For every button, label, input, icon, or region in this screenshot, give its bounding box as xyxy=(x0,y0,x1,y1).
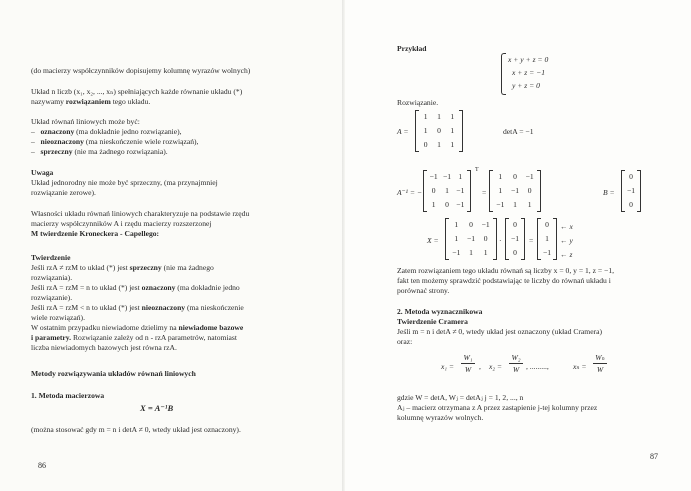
properties-line1: Własności układu równań liniowych charakteryzuje na podstawie rzędu xyxy=(31,209,250,218)
solution-def-line1: Układ n liczb (x₁, x₂, ..., xₙ) spełniających każde równanie układu (*) xyxy=(31,87,243,96)
matrix-cell: −1 xyxy=(626,186,636,195)
matrix-cell: 1 xyxy=(513,200,517,209)
matrix-cell: −1 xyxy=(442,172,452,181)
x2-fraction: W₂ W xyxy=(509,353,523,374)
x-label: X = xyxy=(427,236,439,245)
conclusion-line2: fakt ten możemy sprawdzić podstawiając te liczby do równań układu i xyxy=(397,276,611,285)
theorem-case2: Jeśli rzA = rzM = n to układ (*) jest oznaczony (ma dokładnie jedno xyxy=(31,283,240,292)
matrix-bracket-right xyxy=(459,110,463,152)
aj-line2: kolumnę wyrazów wolnych. xyxy=(397,413,484,422)
matrix-cell: 0 xyxy=(513,248,517,257)
matrix-bracket-right xyxy=(537,170,541,212)
matrix-cell: −1 xyxy=(542,248,552,257)
matrix-cell: 0 xyxy=(545,220,549,229)
x-product-dot: · xyxy=(499,236,502,245)
solution-label: Rozwiązanie. xyxy=(397,98,439,107)
arrow-x: ← x xyxy=(560,222,573,231)
matrix-cell: 1 xyxy=(498,186,503,195)
matrix-cell: 1 xyxy=(423,112,428,121)
matrix-cell: 0 xyxy=(483,234,488,243)
type-determinate: – oznaczony (ma dokładnie jedno rozwiązanie), xyxy=(31,127,182,136)
matrix-cell: 1 xyxy=(437,140,441,149)
vector-b-label: B = xyxy=(603,188,615,197)
xn-fraction: Wₙ W xyxy=(593,353,607,374)
matrix-cell: 1 xyxy=(469,248,473,257)
example-title: Przykład xyxy=(397,44,427,53)
inverse-label: A⁻¹ = − xyxy=(397,188,422,197)
transpose-mark: T xyxy=(475,167,479,173)
conclusion-line3: porównać strony. xyxy=(397,286,450,295)
xn-label: xₙ = xyxy=(573,362,587,371)
method1-note: (można stosować gdy m = n i detA ≠ 0, wtedy układ jest oznaczony). xyxy=(31,425,241,434)
x1-fraction: W₁ W xyxy=(461,353,475,374)
matrix-cell: 0 xyxy=(513,220,517,229)
theorem-case1-cont: rozwiązania). xyxy=(31,273,73,282)
x-b-vector xyxy=(505,218,525,260)
vector-b xyxy=(621,170,641,212)
x-equals: = xyxy=(529,236,534,245)
arrow-z: ← z xyxy=(560,250,573,259)
matrix-cell: 1 xyxy=(450,126,455,135)
matrix-cell: 0 xyxy=(445,200,449,209)
left-page xyxy=(0,0,345,491)
matrix-bracket-right xyxy=(493,218,497,260)
theorem-title: Twierdzenie xyxy=(31,253,71,262)
conclusion-line1: Zatem rozwiązaniem tego układu równań są liczby x = 0, y = 1, z = −1, xyxy=(397,266,615,275)
note-title: Uwaga xyxy=(31,168,54,177)
augmented-note: (do macierzy współczynników dopisujemy kolumnę wyrazów wolnych) xyxy=(31,66,251,75)
matrix-cell: 1 xyxy=(498,172,503,181)
matrix-cell: 0 xyxy=(423,140,428,149)
cofactor-matrix xyxy=(423,170,471,212)
matrix-cell: 1 xyxy=(458,172,463,181)
matrix-cell: 0 xyxy=(513,172,517,181)
right-page xyxy=(345,0,691,491)
matrix-a xyxy=(415,110,463,152)
matrix-cell: 0 xyxy=(437,126,441,135)
matrix-cell: 1 xyxy=(423,126,428,135)
cramer-title: Twierdzenie Cramera xyxy=(397,317,468,326)
note-line1: Układ jednorodny nie może być sprzeczny, (ma przynajmniej xyxy=(31,178,218,187)
system-brace xyxy=(501,53,506,95)
matrix-cell: −1 xyxy=(466,234,476,243)
matrix-cell: −1 xyxy=(525,172,534,181)
matrix-cell: 0 xyxy=(527,186,532,195)
note-line2: rozwiązanie zerowe). xyxy=(31,188,96,197)
theorem-case3-cont: wiele rozwiązań). xyxy=(31,313,85,322)
type-indeterminate: – nieoznaczony (ma nieskończenie wiele rozwiązań), xyxy=(31,137,199,146)
theorem-line4: W ostatnim przypadku niewiadome dzielimy na niewiadome bazowe xyxy=(31,323,244,332)
cramer-line2: oraz: xyxy=(397,337,413,346)
properties-line2: macierzy współczynników A i rzędu macierzy rozszerzonej xyxy=(31,219,212,228)
type-inconsistent: – sprzeczny (nie ma żadnego rozwiązania). xyxy=(31,147,168,156)
equation-1: x + y + z = 0 xyxy=(508,55,549,64)
theorem-case2-cont: rozwiązanie). xyxy=(31,293,73,302)
properties-line3: M twierdzenie Kroneckera - Capellego: xyxy=(31,229,160,238)
matrix-cell: 1 xyxy=(527,200,532,209)
matrix-cell: 1 xyxy=(445,186,449,195)
arrow-y: ← y xyxy=(560,236,573,245)
x-result-vector xyxy=(537,218,557,260)
x1-label: x₁ = xyxy=(441,362,455,371)
x-inverse-matrix xyxy=(445,218,497,260)
matrix-cell: −1 xyxy=(481,220,490,229)
solution-def-line2: nazywamy rozwiązaniem tego układu. xyxy=(31,97,151,106)
matrix-cell: 0 xyxy=(469,220,473,229)
method1-heading: 1. Metoda macierzowa xyxy=(31,391,105,400)
cramer-line1: Jeśli m = n i detA ≠ 0, wtedy układ jest oznaczony (układ Cramera) xyxy=(397,327,602,336)
matrix-cell: −1 xyxy=(510,186,520,195)
theorem-line6: liczba niewiadomych bazowych jest równa rzA. xyxy=(31,343,177,352)
matrix-cell: 0 xyxy=(431,186,436,195)
equation-2: x + z = −1 xyxy=(512,68,546,77)
matrix-cell: −1 xyxy=(456,200,465,209)
matrix-bracket-right xyxy=(467,170,471,212)
comma-1: , xyxy=(479,362,481,371)
det-a: detA = −1 xyxy=(503,127,534,136)
method2-heading: 2. Metoda wyznacznikowa xyxy=(397,307,483,316)
matrix-cell: 1 xyxy=(454,234,459,243)
matrix-cell: −1 xyxy=(510,234,520,243)
matrix-cell: 1 xyxy=(450,112,455,121)
matrix-cell: 1 xyxy=(545,234,549,243)
ellipsis: , ........., xyxy=(526,362,549,371)
aj-line1: Aⱼ – macierz otrzymana z A przez zastąpienie j-tej kolumny przez xyxy=(397,403,598,412)
inverse-matrix xyxy=(489,170,541,212)
types-intro: Układ równań liniowych może być: xyxy=(31,117,140,126)
equals-sign: = xyxy=(482,188,487,197)
matrix-cell: 0 xyxy=(629,172,633,181)
page-number-right: 87 xyxy=(650,452,658,461)
theorem-case1: Jeśli rzA ≠ rzM to układ (*) jest sprzeczny (nie ma żadnego xyxy=(31,263,214,272)
matrix-cell: −1 xyxy=(452,248,461,257)
x2-label: x₂ = xyxy=(489,362,503,371)
matrix-cell: 1 xyxy=(431,200,436,209)
matrix-cell: 0 xyxy=(629,200,633,209)
matrix-cell: −1 xyxy=(496,200,505,209)
matrix-a-label: A = xyxy=(397,127,409,136)
theorem-line5: i parametry. Rozwiązanie zależy od n - rzA parametrów, natomiast xyxy=(31,333,237,342)
matrix-cell: 1 xyxy=(454,220,459,229)
page-number-left: 86 xyxy=(38,461,46,470)
matrix-formula: X = A⁻¹B xyxy=(140,403,174,413)
matrix-cell: −1 xyxy=(429,172,438,181)
theorem-case3: Jeśli rzA = rzM < n to układ (*) jest nieoznaczony (ma nieskończenie xyxy=(31,303,244,312)
matrix-cell: 1 xyxy=(437,112,441,121)
equation-3: y + z = 0 xyxy=(512,81,540,90)
methods-heading: Metody rozwiązywania układów równań liniowych xyxy=(31,369,196,378)
matrix-cell: 1 xyxy=(450,140,455,149)
matrix-cell: −1 xyxy=(456,186,465,195)
where-line: gdzie W = detA, Wⱼ = detAⱼ j = 1, 2, ..., n xyxy=(397,393,524,402)
matrix-cell: 1 xyxy=(483,248,488,257)
